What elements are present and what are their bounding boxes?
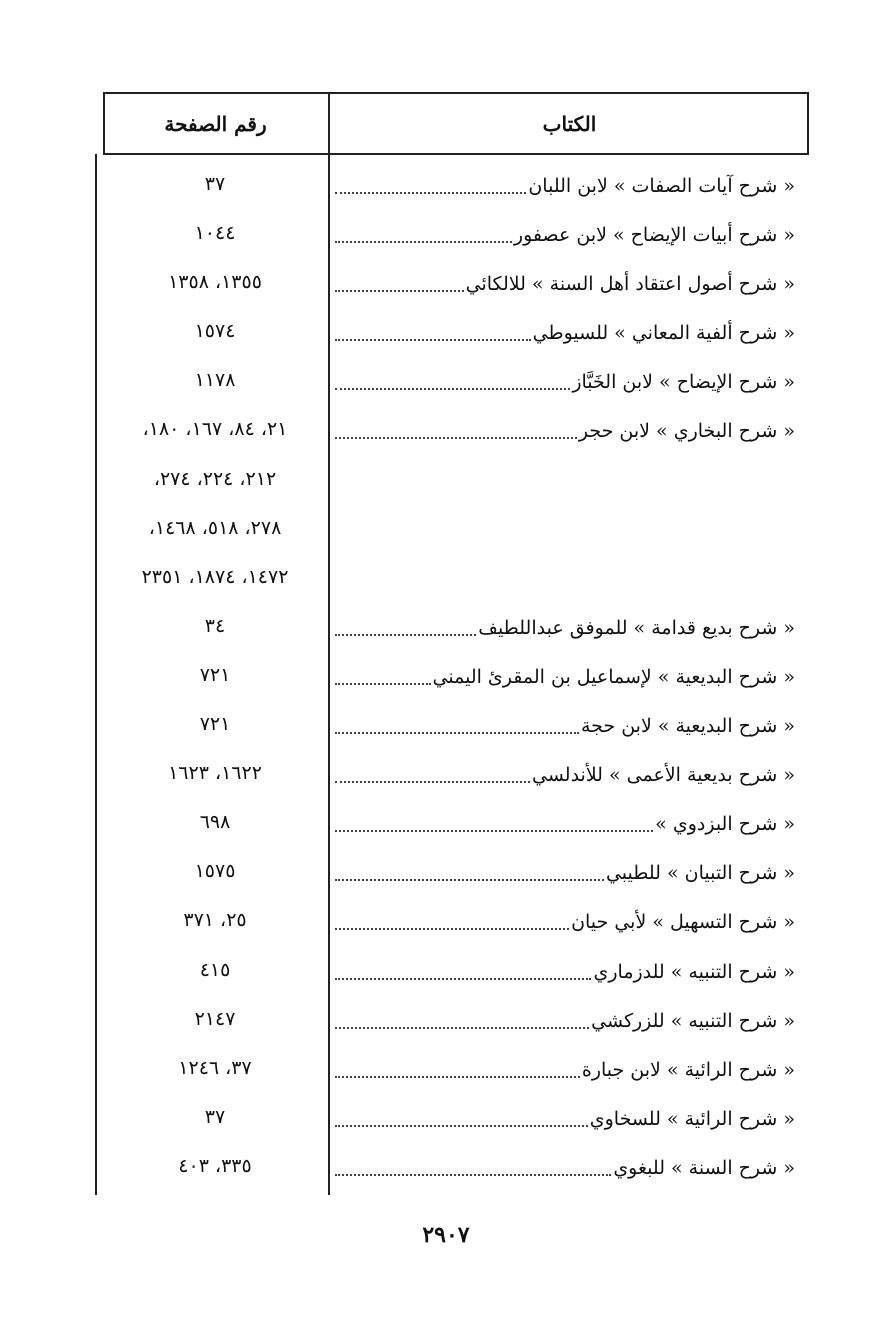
table-row bbox=[95, 262, 809, 311]
book-cell bbox=[335, 317, 795, 347]
book-cell bbox=[335, 1005, 795, 1035]
book-title: « شرح التبيان » للطيبي bbox=[605, 862, 795, 885]
table-row bbox=[95, 1048, 809, 1097]
page-refs: ١٥٧٤ bbox=[194, 320, 236, 343]
table-row bbox=[95, 606, 809, 655]
table-row bbox=[95, 360, 809, 409]
book-cell bbox=[335, 219, 795, 249]
book-title: « شرح بديعية الأعمى » للأندلسي bbox=[532, 764, 795, 787]
page-refs: ٢١٢، ٢٢٤، ٢٧٤، bbox=[153, 467, 277, 490]
leader-dots bbox=[335, 928, 569, 930]
book-title: « شرح البديعية » لإسماعيل بن المقرئ اليمني bbox=[432, 665, 795, 688]
page-refs: ٣٧ bbox=[204, 173, 226, 195]
book-cell bbox=[335, 415, 795, 445]
leader-dots bbox=[335, 290, 464, 292]
leader-dots bbox=[335, 192, 526, 194]
table-row bbox=[95, 900, 809, 949]
book-cell bbox=[335, 808, 795, 838]
table-row bbox=[95, 851, 809, 900]
leader-dots bbox=[335, 732, 579, 734]
leader-dots bbox=[335, 437, 577, 439]
header-bottom-border bbox=[103, 153, 809, 155]
table-body bbox=[95, 164, 809, 1195]
table-row bbox=[95, 950, 809, 999]
table-row bbox=[95, 655, 809, 704]
book-title: « شرح البخاري » لابن حجر bbox=[578, 420, 795, 443]
table-row bbox=[95, 409, 809, 458]
leader-dots bbox=[335, 1125, 588, 1127]
table-row bbox=[95, 1097, 809, 1146]
book-cell bbox=[335, 366, 795, 396]
leader-dots bbox=[335, 339, 531, 341]
leader-dots bbox=[335, 241, 512, 243]
book-cell bbox=[335, 514, 795, 544]
book-cell bbox=[335, 1054, 795, 1084]
header-book: الكتاب bbox=[542, 112, 597, 136]
book-cell bbox=[335, 612, 795, 642]
leader-dots bbox=[335, 1027, 589, 1029]
book-title: « شرح آيات الصفات » لابن اللبان bbox=[528, 175, 795, 197]
leader-dots bbox=[335, 1076, 580, 1078]
page-refs: ٢٧٨، ٥١٨، ١٤٦٨، bbox=[148, 516, 282, 539]
book-title: « شرح الرائية » لابن جبارة bbox=[581, 1058, 795, 1081]
page-refs: ١١٧٨ bbox=[194, 369, 236, 392]
page-refs: ٣٣٥، ٤٠٣ bbox=[178, 1154, 252, 1177]
page-refs: ٣٤ bbox=[204, 614, 226, 637]
table-row bbox=[95, 999, 809, 1048]
book-cell bbox=[335, 1103, 795, 1133]
book-title: « شرح بديع قدامة » للموفق عبداللطيف bbox=[478, 616, 795, 639]
page-refs: ٦٩٨ bbox=[199, 811, 231, 834]
book-cell bbox=[335, 1152, 795, 1182]
table-row bbox=[95, 459, 809, 508]
book-cell bbox=[335, 563, 795, 593]
book-title: « شرح أبيات الإيضاح » لابن عصفور bbox=[513, 224, 795, 247]
book-cell bbox=[335, 710, 795, 740]
book-title: « شرح الرائية » للسخاوي bbox=[589, 1107, 795, 1130]
book-title: « شرح التنبيه » للدزماري bbox=[593, 960, 795, 983]
table-row bbox=[95, 704, 809, 753]
page-refs: ١٣٥٥، ١٣٥٨ bbox=[168, 271, 262, 294]
book-title: « شرح الإيضاح » لابن الخَبَّاز bbox=[572, 371, 795, 394]
table-row bbox=[95, 508, 809, 557]
table-row bbox=[95, 164, 809, 213]
page-refs: ٧٢١ bbox=[199, 663, 231, 686]
table-row bbox=[95, 213, 809, 262]
book-title: « شرح التنبيه » للزركشي bbox=[591, 1009, 795, 1032]
book-cell bbox=[335, 268, 795, 298]
book-title: « شرح السنة » للبغوي bbox=[613, 1156, 795, 1179]
page-refs: ٧٢١ bbox=[199, 713, 231, 736]
book-title: « شرح ألفية المعاني » للسيوطي bbox=[532, 322, 795, 345]
leader-dots bbox=[335, 1174, 611, 1176]
leader-dots bbox=[335, 830, 653, 832]
page-refs: ٣٧ bbox=[204, 1105, 226, 1128]
leader-dots bbox=[335, 978, 591, 980]
page-refs: ١٥٧٥ bbox=[194, 860, 236, 883]
page-refs: ١٦٢٢، ١٦٢٣ bbox=[168, 762, 262, 785]
book-cell bbox=[335, 956, 795, 986]
book-cell bbox=[335, 170, 795, 200]
page-refs: ١٤٧٢، ١٨٧٤، ٢٣٥١ bbox=[141, 565, 289, 588]
page-refs: ٢٥، ٣٧١ bbox=[183, 909, 247, 932]
page-number: ٢٩٠٧ bbox=[422, 1222, 470, 1248]
book-cell bbox=[335, 857, 795, 887]
table-row bbox=[95, 311, 809, 360]
leader-dots bbox=[335, 781, 530, 783]
book-title: « شرح أصول اعتقاد أهل السنة » للالكائي bbox=[465, 273, 795, 296]
book-title: « شرح التسهيل » لأبي حيان bbox=[571, 911, 795, 934]
book-cell bbox=[335, 906, 795, 936]
page-refs: ٢١٤٧ bbox=[194, 1007, 236, 1030]
table-row bbox=[95, 557, 809, 606]
book-cell bbox=[335, 661, 795, 691]
page-refs: ١٠٤٤ bbox=[194, 222, 236, 245]
book-title: « شرح البزدوي » bbox=[655, 813, 795, 836]
leader-dots bbox=[335, 879, 604, 881]
table-row bbox=[95, 753, 809, 802]
page-refs: ٣٧، ١٢٤٦ bbox=[178, 1056, 252, 1079]
book-cell bbox=[335, 759, 795, 789]
book-cell bbox=[335, 465, 795, 495]
leader-dots bbox=[335, 683, 431, 685]
table-row bbox=[95, 802, 809, 851]
book-title: « شرح البديعية » لابن حجة bbox=[580, 715, 795, 738]
leader-dots bbox=[335, 634, 476, 636]
table-row bbox=[95, 1146, 809, 1195]
page-refs: ٢١، ٨٤، ١٦٧، ١٨٠، bbox=[142, 418, 288, 441]
page-refs: ٤١٥ bbox=[199, 958, 231, 981]
leader-dots bbox=[335, 388, 570, 390]
index-table bbox=[95, 92, 809, 1195]
header-page-number: رقم الصفحة bbox=[164, 112, 267, 136]
table-top-border bbox=[103, 92, 809, 94]
